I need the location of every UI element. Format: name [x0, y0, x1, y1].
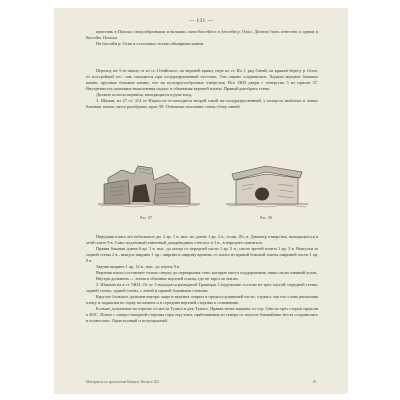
- dolmen-hole-figure: [222, 144, 312, 214]
- paragraph: 3. Шаман, из 27 ст. 313 от Ищата из-за находится второй такой же полуразрушенный, у которого выбитые и левые боковые плиты чисто разобраны, прис 58. Основные половина стены сбоку ничей.: [86, 98, 318, 109]
- footer-left: Материалы по археологии Кавказа. Выпуск XII.: [86, 380, 160, 384]
- paragraph: Должно полосы кирпича, находящиеся в руке вход.: [96, 92, 193, 97]
- paragraph: Правая боковая длина 6 ар. 1 в. выс. до конца от передней части 1 ар. 5 в.; около третей плиты 1 ар. 5 в. Выпуски за задней стены 2 в., выпуск ширина 1 ар.; ширина в ширину вровень со плита из правой боковой плиты шириной части 1 ар. 9 в.: [86, 246, 318, 263]
- footer-right: 18: [312, 380, 316, 384]
- paragraph: Переход же 5 из заказу от из ст. Гетайского, по верхней кряжу, пере по ст. Их 1. ряд Гинай, на кряжев берегу р. Осио, от постройкой его, сам, находится при полуразрушенный пустошь. Эти оправе сохранилась. Ходили верхние боковые камни, крупные боковые камни, что на полукругообразные отверстия. Все 1Ю5 двери с отверстия 5 из присев 37. Внутренность пальмина выполнения подчас в обмазаная верхней плиты. Правый разобрать стена.: [86, 68, 318, 91]
- text-block-top: [86, 29, 318, 47]
- paragraph: Внутри дольмена — земля в обычные верхней плиты, где не заросла землю.: [96, 276, 239, 281]
- text-block-middle: [86, 68, 318, 110]
- paragraph: На бассейн р. Осио в остальных только обширные камни.: [96, 41, 205, 46]
- paragraph: 3. Шамана на в ст. 5ЮЗ. От ст. 5 находится разводной Трапеция. Сооружение состоит из трёх частей: передней стены, задней стены, задней стены, с левой и правой боковыми стенами.: [86, 282, 318, 293]
- paragraph: Верхняя плита составляет только сверху до перекрытия стен, которые могут поддерживать лишь своих нижний углов.: [96, 270, 318, 275]
- page-number: — 131 —: [188, 18, 214, 24]
- paragraph: пристань в Плиска; сводообразными и валками, пяти бассейн и в бассейн р. Осио. Должно быть отнесено к одним и бассейн. Плиска.: [86, 29, 318, 40]
- figures-row: [94, 144, 314, 224]
- dolmen-ruin-figure: [94, 144, 204, 214]
- paragraph: Задняя ширине 1 ар. 12 в., выс. до плиты 9 в.: [96, 264, 181, 269]
- book-page: [54, 8, 348, 394]
- paragraph: Передняя плита это небольшое дм. 2 ар. 1 в. выс. по длине 1 ар. 3 в., толщ. 4⅔, в. Диаметр отверстия, находящегося в этой плите 9 в. Само подземный каменный дождевидных стен кос в 1 в., в переднее скатиться.: [86, 234, 318, 245]
- paragraph: Больше дольменов на отрезке от места Туапсе в рек Туапсе. Правая ветвь направо от гор. Они из трёх сторон прошли к Ю/С. Новое с северо-западной стороны горы над этим, приближения из севера от полосы ближайшие места сохранились в полностью. Один полный и полузарытый.: [86, 306, 318, 323]
- text-block-bottom: [86, 234, 318, 324]
- paragraph: Круглое большое дольмен внутри чаще в верхних открыт в предпослужившей части, служил, так что слово раскопана плиту и подкопки во горку на камень и в середине верхней стороны к основанию.: [86, 294, 318, 305]
- figure-caption: Рис. 98.: [260, 215, 274, 220]
- figure-caption: Рис. 97.: [140, 215, 154, 220]
